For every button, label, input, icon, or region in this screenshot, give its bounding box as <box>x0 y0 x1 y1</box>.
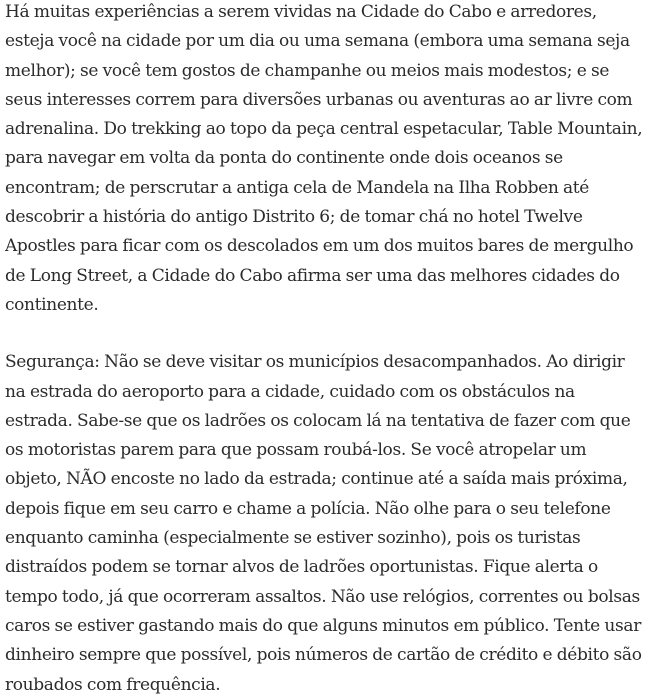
paragraph-intro: Há muitas experiências a serem vividas na Cidade do Cabo e arredores, esteja você na cidade por um dia ou uma semana (embora uma semana seja melhor); se você tem gostos de champanhe ou meios mais modestos; e se seus interesses correm para diversões urbanas ou aventuras ao ar livre com adrenalina. Do trekking ao topo da peça central espetacular, Table Mountain, para navegar em volta da ponta do continente onde dois oceanos se encontram; de perscrutar a antiga cela de Mandela na Ilha Robben até descobrir a história do antigo Distrito 6; de tomar chá no hotel Twelve Apostles para ficar com os descolados em um dos muitos bares de mergulho de Long Street, a Cidade do Cabo afirma ser uma das melhores cidades do continente. <box>5 2 643 315</box>
paragraph-safety: Segurança: Não se deve visitar os municípios desacompanhados. Ao dirigir na estrada do aeroporto para a cidade, cuidado com os obstáculos na estrada. Sabe-se que os ladrões os colocam lá na tentativa de fazer com que os motoristas parem para que possam roubá-los. Se você atropelar um objeto, NÃO encoste no lado da estrada; continue até a saída mais próxima, depois fique em seu carro e chame a polícia. Não olhe para o seu telefone enquanto caminha (especialmente se estiver sozinho), pois os turistas distraídos podem se tornar alvos de ladrões oportunistas. Fique alerta o tempo todo, já que ocorreram assaltos. Não use relógios, correntes ou bolsas caros se estiver gastando mais do que alguns minutos em público. Tente usar dinheiro sempre que possível, pois números de cartão de crédito e débito são roubados com frequência. <box>5 352 642 695</box>
